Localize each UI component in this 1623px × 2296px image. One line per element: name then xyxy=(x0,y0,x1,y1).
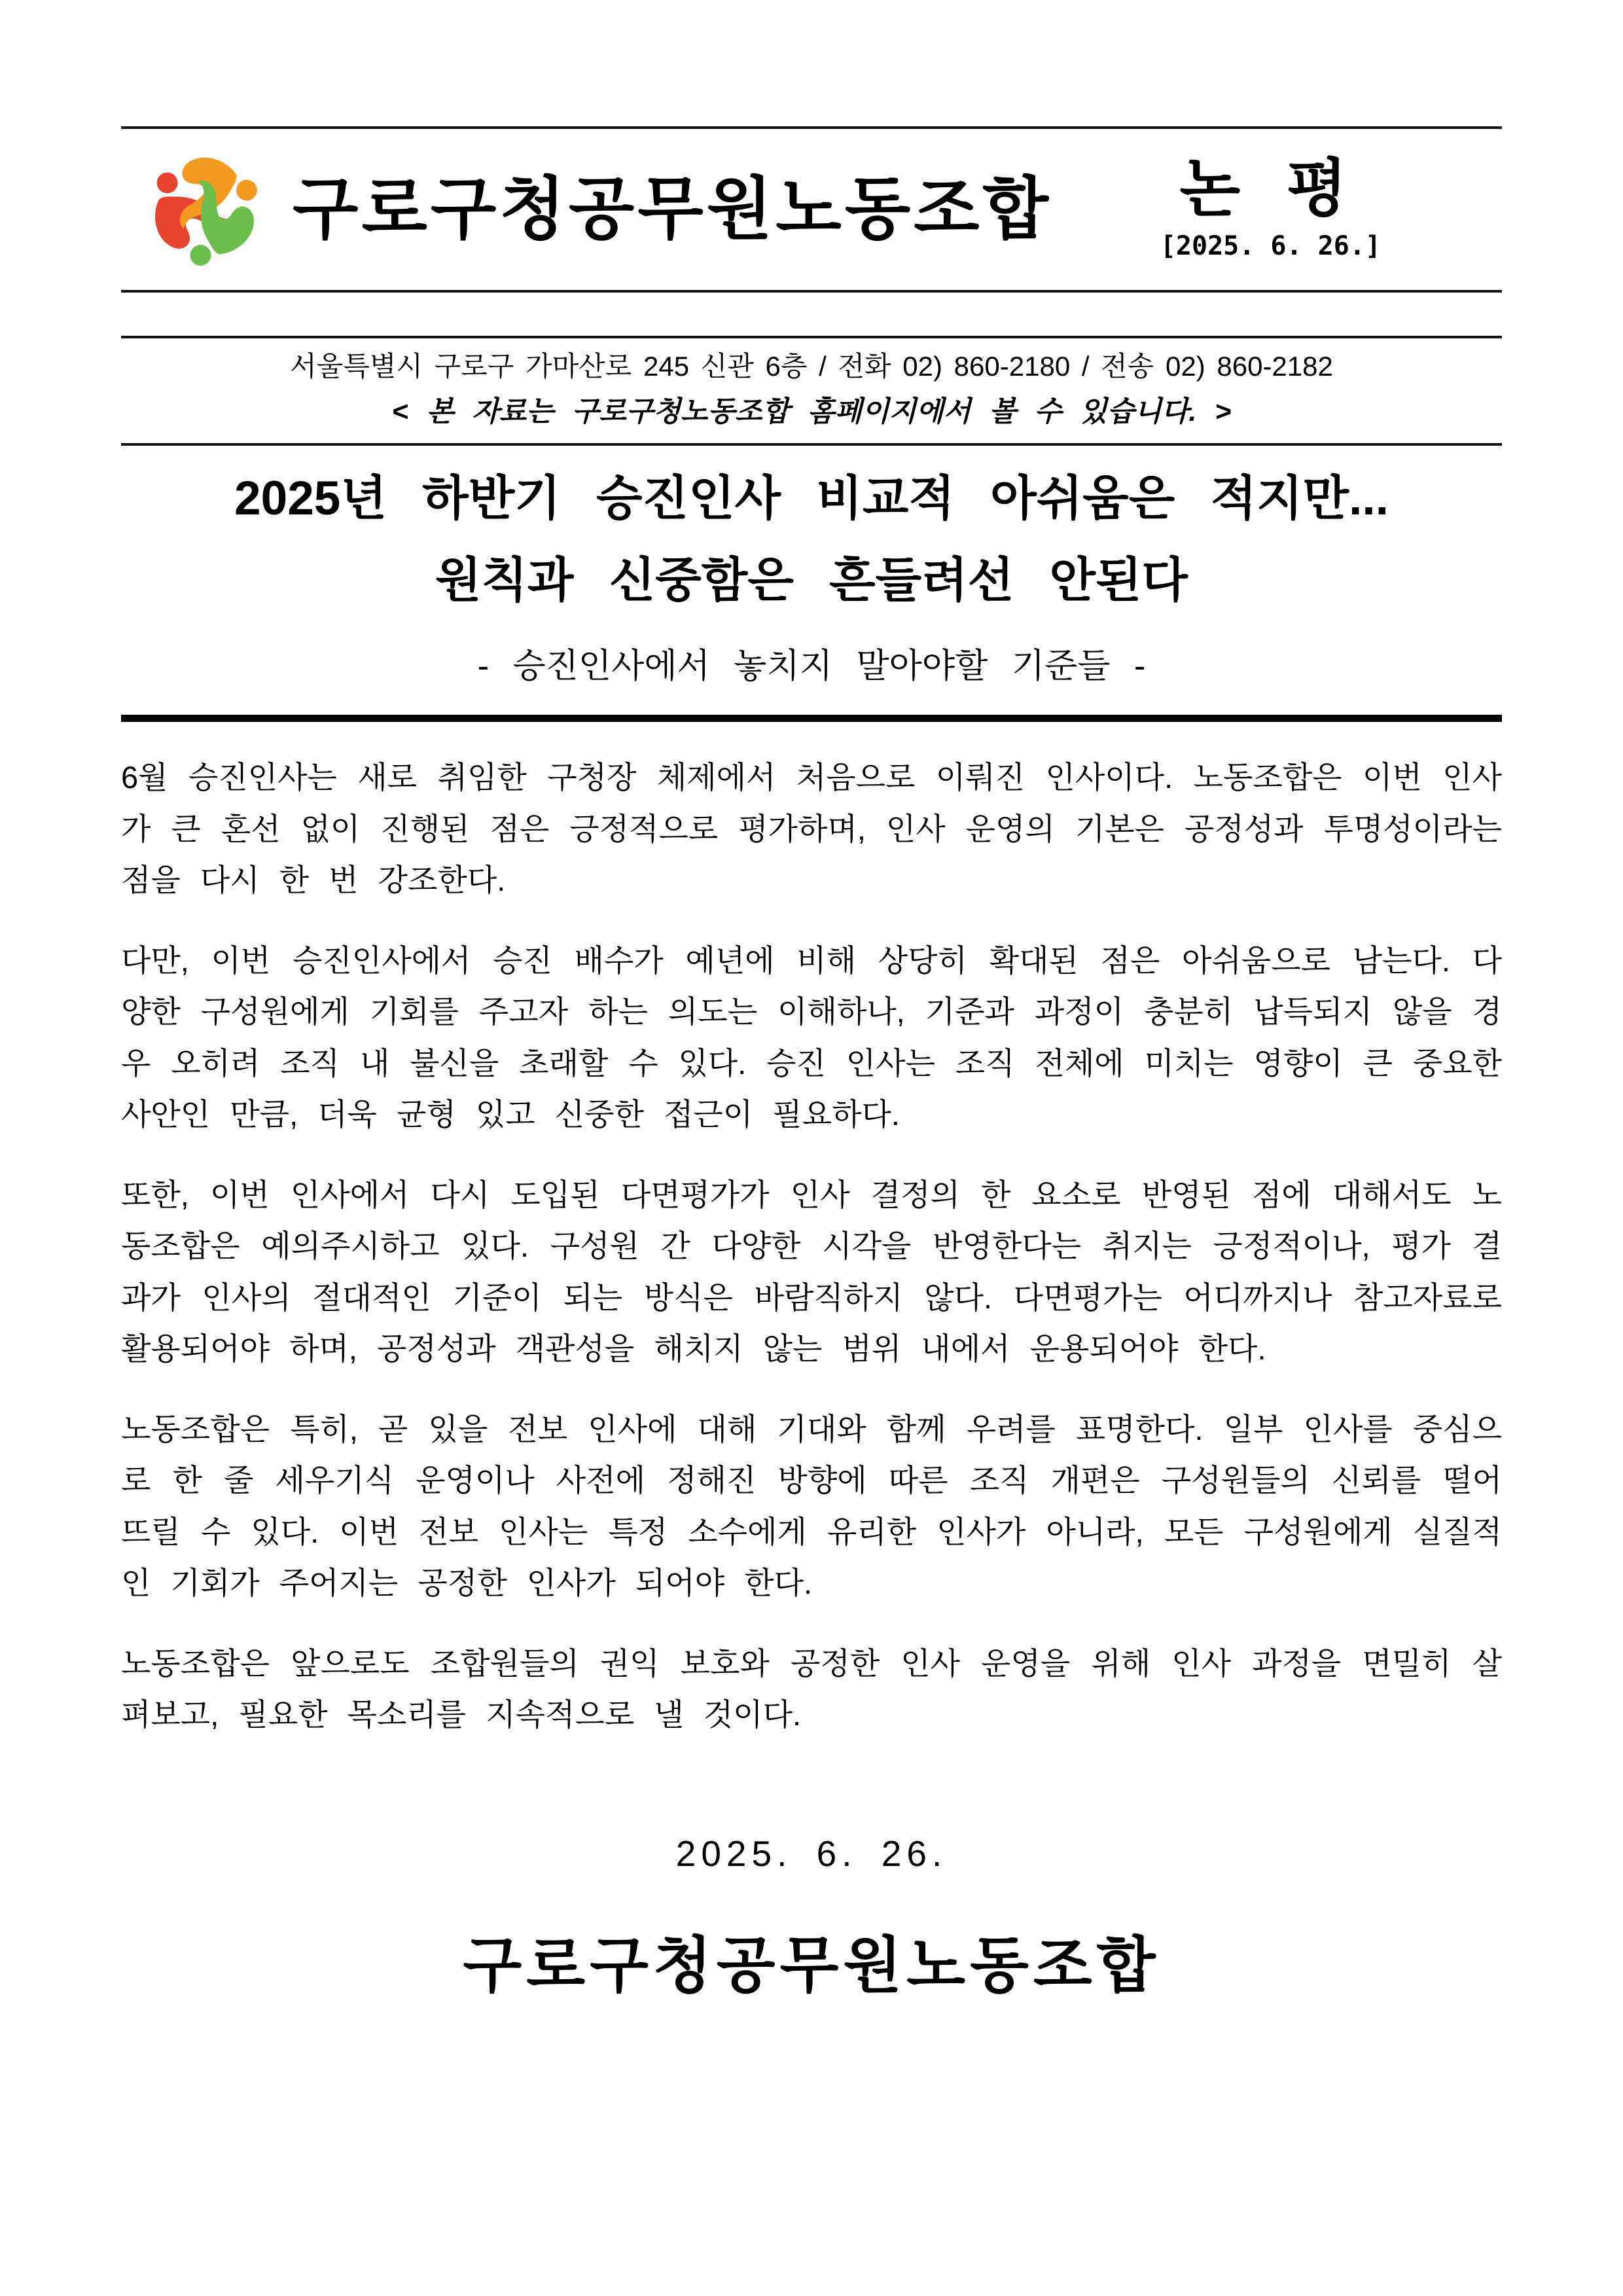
paragraph: 다만, 이번 승진인사에서 승진 배수가 예년에 비해 상당히 확대된 점은 아쉬움으로 남는다. 다양한 구성원에게 기회를 주고자 하는 의도는 이해하나, 기준과 과정이 충분히 납득되지 않을 경우 오히려 조직 내 불신을 초래할 수 있다. 승진 인사는 조직 전체에 미치는 영향이 큰 중요한 사안인 만큼, 더욱 균형 있고 신중한 접근이 필요하다. xyxy=(121,942,1502,1132)
doc-type-block xyxy=(1160,154,1381,261)
org-name: 구로구청공무원노동조합 xyxy=(293,171,1052,247)
subtitle: - 승진인사에서 놓치지 말아야할 기준들 - xyxy=(477,647,1146,686)
doc-date: [2025. 6. 26.] xyxy=(1160,231,1381,261)
paragraph: 6월 승진인사는 새로 취임한 구청장 체제에서 처음으로 이뤄진 인사이다. 노동조합은 이번 인사가 큰 혼선 없이 진행된 점은 긍정적으로 평가하며, 인사 운영의 기본은 공정성과 투명성이라는 점을 다시 한 번 강조한다. xyxy=(121,760,1502,898)
union-logo-icon xyxy=(135,140,274,279)
signature-org-name: 구로구청공무원노동조합 xyxy=(463,1931,1160,2000)
paragraph: 노동조합은 특히, 곧 있을 전보 인사에 대해 기대와 함께 우려를 표명한다. 일부 인사를 중심으로 한 줄 세우기식 운영이나 사전에 정해진 방향에 따른 조직 개편은 구성원들의 신뢰를 떨어뜨릴 수 있다. 이번 전보 인사는 특정 소수에게 유리한 인사가 아니라, 모든 구성원에게 실질적인 기회가 주어지는 공정한 인사가 되어야 한다. xyxy=(121,1411,1502,1601)
paragraph: 노동조합은 앞으로도 조합원들의 권익 보호와 공정한 인사 운영을 위해 인사 과정을 면밀히 살펴보고, 필요한 목소리를 지속적으로 낼 것이다. xyxy=(121,1645,1502,1732)
address-line: 서울특별시 구로구 가마산로 245 신관 6층 / 전화 02) 860-2180 / 전송 02) 860-2182 xyxy=(290,351,1333,382)
header-gap xyxy=(121,293,1502,336)
title-divider-rule xyxy=(121,715,1502,722)
title-line-1: 2025년 하반기 승진인사 비교적 아쉬움은 적지만... xyxy=(234,472,1389,526)
title-block xyxy=(121,446,1502,687)
paragraph: 또한, 이번 인사에서 다시 도입된 다면평가가 인사 결정의 한 요소로 반영된 점에 대해서도 노동조합은 예의주시하고 있다. 구성원 간 다양한 시각을 반영한다는 취지는 긍정적이나, 평가 결과가 인사의 절대적인 기준이 되는 방식은 바람직하지 않다. 다면평가는 어디까지나 참고자료로 활용되어야 하며, 공정성과 객관성을 해치지 않는 범위 내에서 운용되어야 한다. xyxy=(121,1177,1502,1367)
contact-block xyxy=(121,338,1502,443)
body-text xyxy=(121,722,1502,1740)
issue-date: 2025. 6. 26. xyxy=(675,1833,948,1874)
doc-type-label: 논 평 xyxy=(1179,154,1362,224)
title-line-2: 원칙과 신중함은 흔들려선 안된다 xyxy=(435,554,1188,607)
homepage-notice: < 본 자료는 구로구청노동조합 홈페이지에서 볼 수 있습니다. > xyxy=(391,395,1232,427)
letterhead xyxy=(121,129,1502,290)
